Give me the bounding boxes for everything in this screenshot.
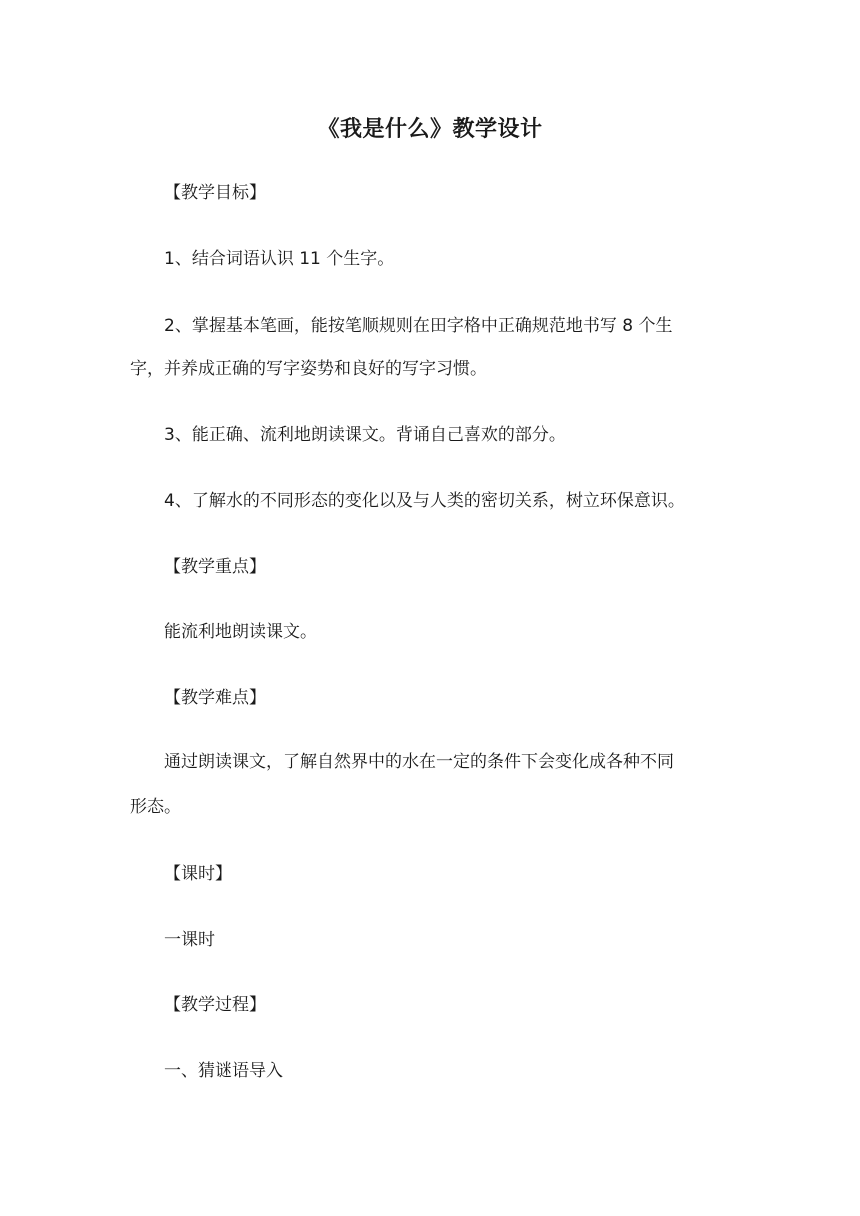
difficulties-text-line-2: 形态。 bbox=[130, 797, 181, 817]
objective-item-4: 4、了解水的不同形态的变化以及与人类的密切关系，树立环保意识。 bbox=[164, 491, 685, 511]
key-points-text: 能流利地朗读课文。 bbox=[164, 622, 317, 642]
objective-item-3: 3、能正确、流利地朗读课文。背诵自己喜欢的部分。 bbox=[164, 425, 566, 445]
key-points-heading: 【教学重点】 bbox=[164, 557, 266, 577]
process-step-1: 一、猜谜语导入 bbox=[164, 1061, 283, 1081]
objective-item-2-line-2: 字，并养成正确的写字姿势和良好的写字习惯。 bbox=[130, 359, 487, 379]
difficulties-text-line-1: 通过朗读课文，了解自然界中的水在一定的条件下会变化成各种不同 bbox=[164, 752, 674, 772]
objective-item-1: 1、结合词语认识 11 个生字。 bbox=[164, 249, 395, 269]
periods-heading: 【课时】 bbox=[164, 864, 232, 884]
difficulties-heading: 【教学难点】 bbox=[164, 688, 266, 708]
process-heading: 【教学过程】 bbox=[164, 995, 266, 1015]
objectives-heading: 【教学目标】 bbox=[164, 183, 266, 203]
objective-item-2-line-1: 2、掌握基本笔画，能按笔顺规则在田字格中正确规范地书写 8 个生 bbox=[164, 316, 673, 336]
periods-text: 一课时 bbox=[164, 930, 215, 950]
document-title: 《我是什么》教学设计 bbox=[317, 117, 543, 142]
